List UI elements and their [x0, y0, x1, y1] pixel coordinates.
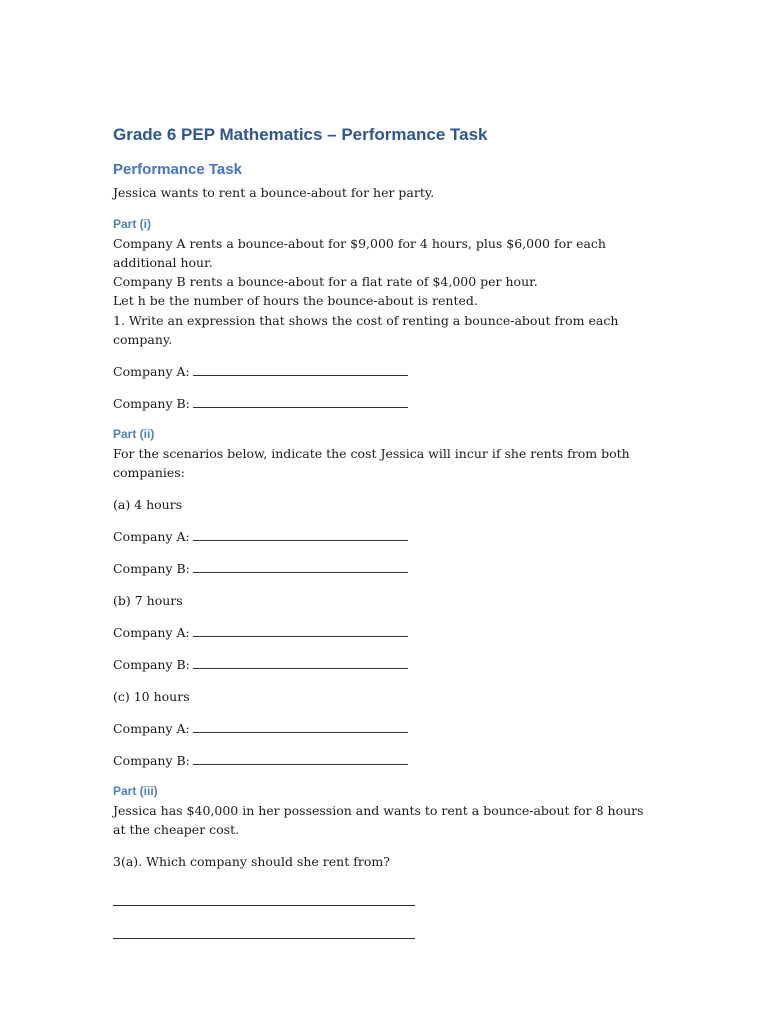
company-b-label: Company B:: [113, 753, 190, 768]
answer-line-2[interactable]: [113, 937, 415, 939]
document-title: Grade 6 PEP Mathematics – Performance Task: [113, 125, 488, 144]
answer-line-1[interactable]: [113, 904, 415, 906]
company-a-label: Company A:: [113, 625, 190, 640]
scenario-a-label: (a) 4 hours: [113, 497, 183, 512]
part-iii-heading: Part (iii): [113, 784, 158, 798]
answer-blank[interactable]: [193, 527, 408, 541]
scenario-a-company-a-answer: [113, 527, 653, 546]
answer-blank[interactable]: [193, 394, 408, 408]
part-i-company-b-answer: [113, 394, 653, 413]
answer-blank[interactable]: [193, 623, 408, 637]
company-b-label: Company B:: [113, 561, 190, 576]
part-ii-instruction: For the scenarios below, indicate the cost Jessica will incur if she rents from both companies:: [113, 446, 630, 480]
part-ii-heading: Part (ii): [113, 427, 155, 441]
scenario-b-label: (b) 7 hours: [113, 593, 183, 608]
company-a-label: Company A:: [113, 364, 190, 379]
answer-blank[interactable]: [193, 559, 408, 573]
scenario-c-company-b-answer: [113, 751, 653, 770]
part-iii-question: 3(a). Which company should she rent from?: [113, 854, 390, 869]
part-iii-text: Jessica has $40,000 in her possession and wants to rent a bounce-about for 8 hours at the cheaper cost.: [113, 803, 644, 837]
company-a-label: Company A:: [113, 721, 190, 736]
part-i-line-2: Company B rents a bounce-about for a flat rate of $4,000 per hour.: [113, 274, 538, 289]
document-page: [113, 122, 653, 939]
company-b-label: Company B:: [113, 657, 190, 672]
part-i-company-a-answer: [113, 362, 653, 381]
section-heading: Performance Task: [113, 161, 242, 178]
scenario-c-label: (c) 10 hours: [113, 689, 190, 704]
scenario-b-company-b-answer: [113, 655, 653, 674]
company-a-label: Company A:: [113, 529, 190, 544]
answer-blank[interactable]: [193, 719, 408, 733]
part-i-heading: Part (i): [113, 217, 152, 231]
answer-blank[interactable]: [193, 751, 408, 765]
part-i-question: 1. Write an expression that shows the cost of renting a bounce-about from each company.: [113, 313, 619, 347]
answer-blank[interactable]: [193, 655, 408, 669]
scenario-c-company-a-answer: [113, 719, 653, 738]
part-i-line-1: Company A rents a bounce-about for $9,000 for 4 hours, plus $6,000 for each additional hour.: [113, 236, 606, 270]
intro-text: Jessica wants to rent a bounce-about for her party.: [113, 185, 435, 200]
scenario-a-company-b-answer: [113, 559, 653, 578]
scenario-b-company-a-answer: [113, 623, 653, 642]
company-b-label: Company B:: [113, 396, 190, 411]
part-i-line-3: Let h be the number of hours the bounce-about is rented.: [113, 293, 478, 308]
answer-blank[interactable]: [193, 362, 408, 376]
